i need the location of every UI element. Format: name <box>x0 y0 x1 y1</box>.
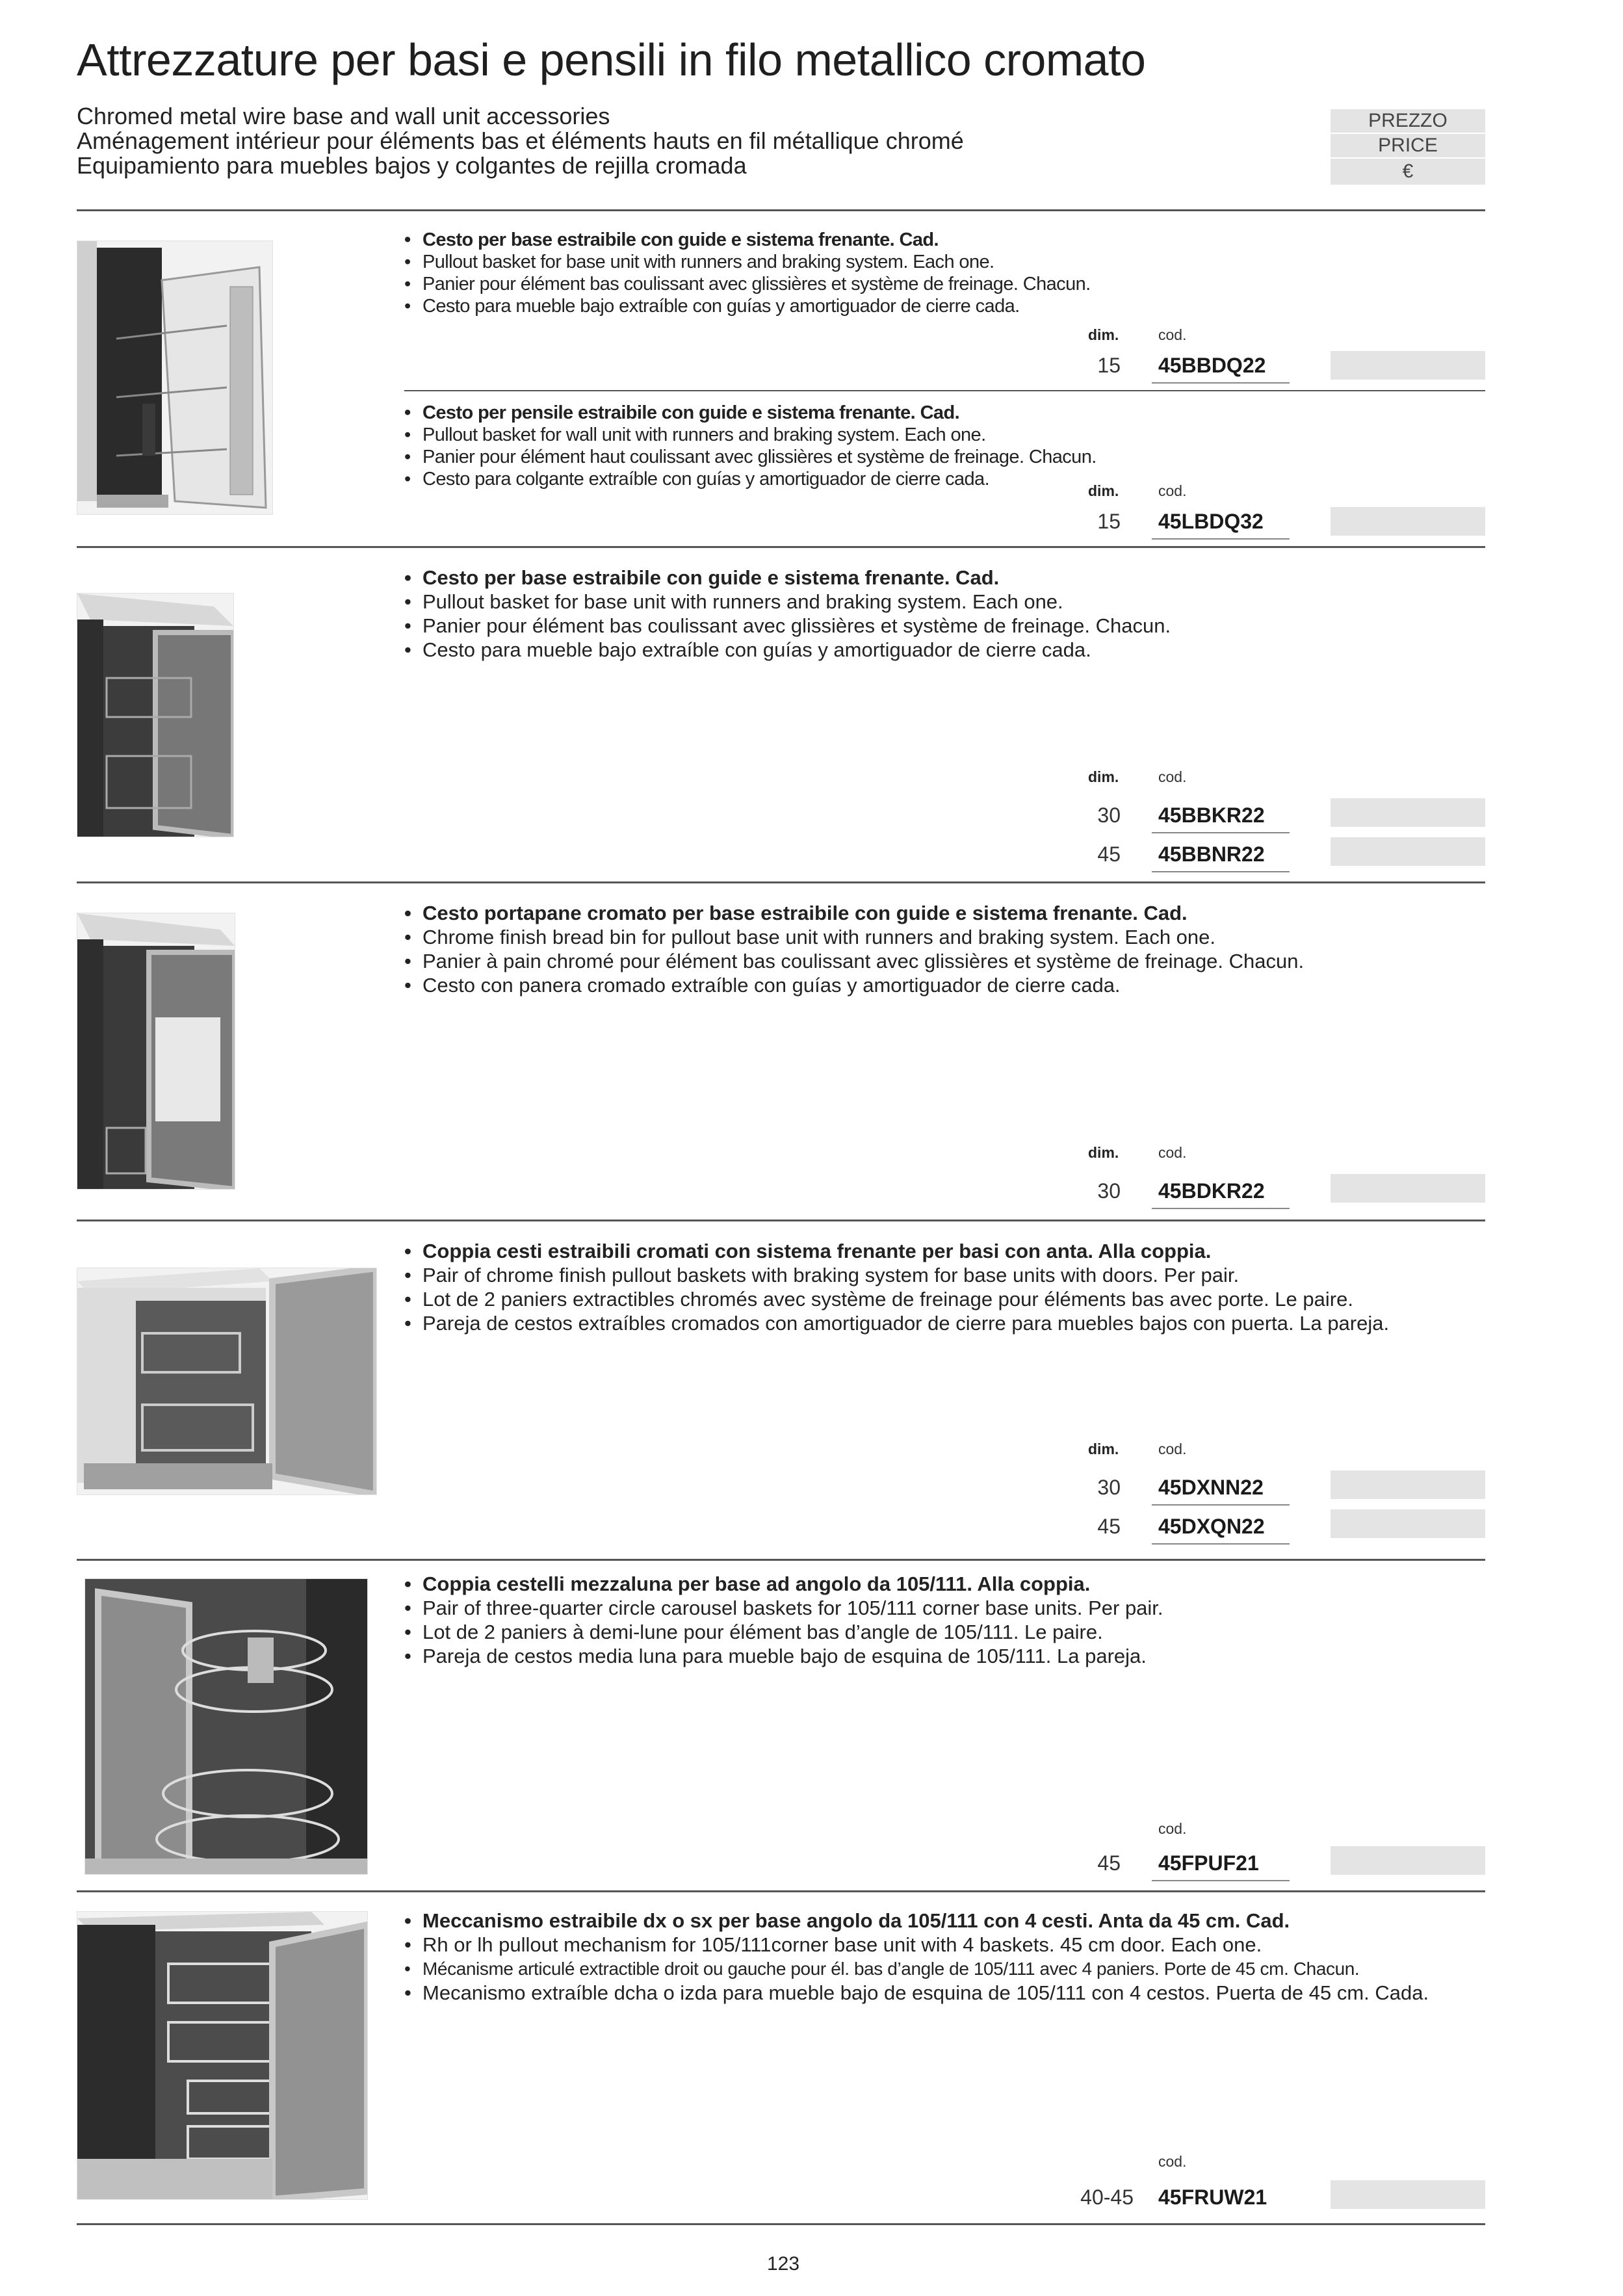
subtitle-fr: Aménagement intérieur pour éléments bas et éléments hauts en fil métallique chromé <box>77 127 964 154</box>
product-4-line-en: • Chrome finish bread bin for pullout base unit with runners and braking system. Each one. <box>404 925 1304 949</box>
product-1-description <box>404 229 1091 317</box>
product-7-line-en: • Rh or lh pullout mechanism for 105/111corner base unit with 4 baskets. 45 cm door. Each one. <box>404 1933 1429 1957</box>
product-5-dim: 30 <box>1097 1476 1121 1499</box>
product-7-line-es: • Mecanismo extraíble dcha o izda para mueble bajo de esquina de 105/111 con 4 cestos. Puerta de 45 cm. Cada. <box>404 1981 1429 2005</box>
product-image-pullout-basket <box>77 241 273 515</box>
dim-label: dim. <box>1088 768 1119 785</box>
cod-label: cod. <box>1158 768 1187 785</box>
code-underline <box>1152 832 1290 833</box>
cod-label: cod. <box>1158 1441 1187 1457</box>
code-underline <box>1152 1880 1290 1881</box>
product-7-line-it: • Meccanismo estraibile dx o sx per base angolo da 105/111 con 4 cesti. Anta da 45 cm. Cad. <box>404 1909 1429 1933</box>
subtitle-es: Equipamiento para muebles bajos y colgantes de rejilla cromada <box>77 152 747 179</box>
price-cell <box>1331 1509 1485 1538</box>
price-cell <box>1331 1174 1485 1203</box>
header-divider <box>77 209 1485 211</box>
price-header-euro: € <box>1331 159 1485 185</box>
product-3-line-en: • Pullout basket for base unit with runners and braking system. Each one. <box>404 590 1171 614</box>
page-subtitles <box>77 104 964 178</box>
code-underline <box>1152 871 1290 872</box>
product-6-dim: 45 <box>1097 1851 1121 1875</box>
product-2-line-en: • Pullout basket for wall unit with runners and braking system. Each one. <box>404 424 1097 446</box>
product-divider <box>404 390 1485 391</box>
price-cell <box>1331 837 1485 866</box>
product-6-line-it: • Coppia cestelli mezzaluna per base ad angolo da 105/111. Alla coppia. <box>404 1572 1163 1596</box>
product-3-description <box>404 566 1171 662</box>
section-divider <box>77 1220 1485 1221</box>
price-cell <box>1331 1470 1485 1499</box>
product-2-line-fr: • Panier pour élément haut coulissant avec glissières et système de freinage. Chacun. <box>404 446 1097 468</box>
product-5-line-it: • Coppia cesti estraibili cromati con sistema frenante per basi con anta. Alla coppia. <box>404 1239 1389 1263</box>
dim-label: dim. <box>1088 1144 1119 1161</box>
product-7-code: 45FRUW21 <box>1158 2185 1267 2209</box>
section-divider <box>77 1890 1485 1892</box>
product-6-line-fr: • Lot de 2 paniers à demi-lune pour élément bas d’angle de 105/111. Le paire. <box>404 1620 1163 1644</box>
price-header-price: PRICE <box>1331 134 1485 157</box>
price-cell <box>1331 798 1485 827</box>
product-3-line-es: • Cesto para mueble bajo extraíble con guías y amortiguador de cierre cada. <box>404 638 1171 662</box>
product-1-code: 45BBDQ22 <box>1158 354 1266 377</box>
product-5-code-2: 45DXQN22 <box>1158 1515 1265 1538</box>
product-2-line-es: • Cesto para colgante extraíble con guías y amortiguador de cierre cada. <box>404 468 1097 490</box>
product-1-line-fr: • Panier pour élément bas coulissant avec glissières et système de freinage. Chacun. <box>404 273 1091 295</box>
product-image-base-basket <box>77 593 234 837</box>
price-cell <box>1331 1846 1485 1875</box>
price-cell <box>1331 2180 1485 2209</box>
page-number: 123 <box>767 2253 800 2275</box>
price-cell <box>1331 351 1485 380</box>
product-3-line-fr: • Panier pour élément bas coulissant avec glissières et système de freinage. Chacun. <box>404 614 1171 638</box>
product-4-dim: 30 <box>1097 1179 1121 1203</box>
product-3-dim-2: 45 <box>1097 842 1121 866</box>
code-underline <box>1152 382 1290 384</box>
code-underline <box>1152 1208 1290 1209</box>
product-5-line-fr: • Lot de 2 paniers extractibles chromés avec système de freinage pour éléments bas avec porte. Le paire. <box>404 1287 1389 1311</box>
product-5-line-en: • Pair of chrome finish pullout baskets with braking system for base units with doors. Per pair. <box>404 1263 1389 1287</box>
dim-label: dim. <box>1088 1441 1119 1457</box>
product-5-description <box>404 1239 1389 1335</box>
footer-divider <box>77 2223 1485 2225</box>
product-5-line-es: • Pareja de cestos extraíbles cromados con amortiguador de cierre para muebles bajos con puerta. La pareja. <box>404 1311 1389 1335</box>
product-2-dim: 15 <box>1097 510 1121 533</box>
product-3-line-it: • Cesto per base estraibile con guide e sistema frenante. Cad. <box>404 566 1171 590</box>
dim-label: dim. <box>1088 482 1119 499</box>
price-cell <box>1331 507 1485 536</box>
section-divider <box>77 1559 1485 1561</box>
cod-label: cod. <box>1158 1820 1187 1837</box>
code-underline <box>1152 1543 1290 1545</box>
code-underline <box>1152 1504 1290 1506</box>
product-7-line-fr: • Mécanisme articulé extractible droit ou gauche pour él. bas d’angle de 105/111 avec 4 paniers. Porte de 45 cm. Chacun. <box>404 1957 1429 1981</box>
section-divider <box>77 546 1485 548</box>
cod-label: cod. <box>1158 482 1187 499</box>
code-underline <box>1152 538 1290 540</box>
cod-label: cod. <box>1158 2153 1187 2170</box>
product-1-line-it: • Cesto per base estraibile con guide e sistema frenante. Cad. <box>404 229 1091 251</box>
product-5-dim-2: 45 <box>1097 1515 1121 1538</box>
product-6-line-es: • Pareja de cestos media luna para mueble bajo de esquina de 105/111. La pareja. <box>404 1644 1163 1668</box>
product-3-code: 45BBKR22 <box>1158 803 1265 827</box>
cod-label: cod. <box>1158 326 1187 343</box>
subtitle-en: Chromed metal wire base and wall unit accessories <box>77 103 610 129</box>
product-5-code: 45DXNN22 <box>1158 1476 1264 1499</box>
product-image-pair-baskets <box>77 1268 377 1495</box>
price-header-prezzo: PREZZO <box>1331 109 1485 133</box>
product-4-description <box>404 901 1304 997</box>
page-title: Attrezzature per basi e pensili in filo metallico cromato <box>77 34 1146 85</box>
product-1-line-es: • Cesto para mueble bajo extraíble con guías y amortiguador de cierre cada. <box>404 295 1091 317</box>
product-image-corner-carousel <box>84 1578 368 1875</box>
product-6-code: 45FPUF21 <box>1158 1851 1259 1875</box>
product-3-code-2: 45BBNR22 <box>1158 842 1265 866</box>
product-image-bread-bin <box>77 913 235 1190</box>
dim-label: dim. <box>1088 326 1119 343</box>
product-image-corner-mechanism <box>77 1911 368 2200</box>
product-4-line-fr: • Panier à pain chromé pour élément bas coulissant avec glissières et système de freinage. Chacun. <box>404 949 1304 973</box>
section-divider <box>77 881 1485 883</box>
product-4-line-it: • Cesto portapane cromato per base estraibile con guide e sistema frenante. Cad. <box>404 901 1304 925</box>
product-4-code: 45BDKR22 <box>1158 1179 1265 1203</box>
product-6-line-en: • Pair of three-quarter circle carousel baskets for 105/111 corner base units. Per pair. <box>404 1596 1163 1620</box>
product-7-dim: 40-45 <box>1080 2185 1134 2209</box>
product-2-description <box>404 402 1097 490</box>
product-2-line-it: • Cesto per pensile estraibile con guide e sistema frenante. Cad. <box>404 402 1097 424</box>
cod-label: cod. <box>1158 1144 1187 1161</box>
product-1-line-en: • Pullout basket for base unit with runners and braking system. Each one. <box>404 251 1091 273</box>
product-3-dim: 30 <box>1097 803 1121 827</box>
product-2-code: 45LBDQ32 <box>1158 510 1264 533</box>
product-1-dim: 15 <box>1097 354 1121 377</box>
product-6-description <box>404 1572 1163 1668</box>
product-4-line-es: • Cesto con panera cromado extraíble con guías y amortiguador de cierre cada. <box>404 973 1304 997</box>
product-7-description <box>404 1909 1429 2005</box>
